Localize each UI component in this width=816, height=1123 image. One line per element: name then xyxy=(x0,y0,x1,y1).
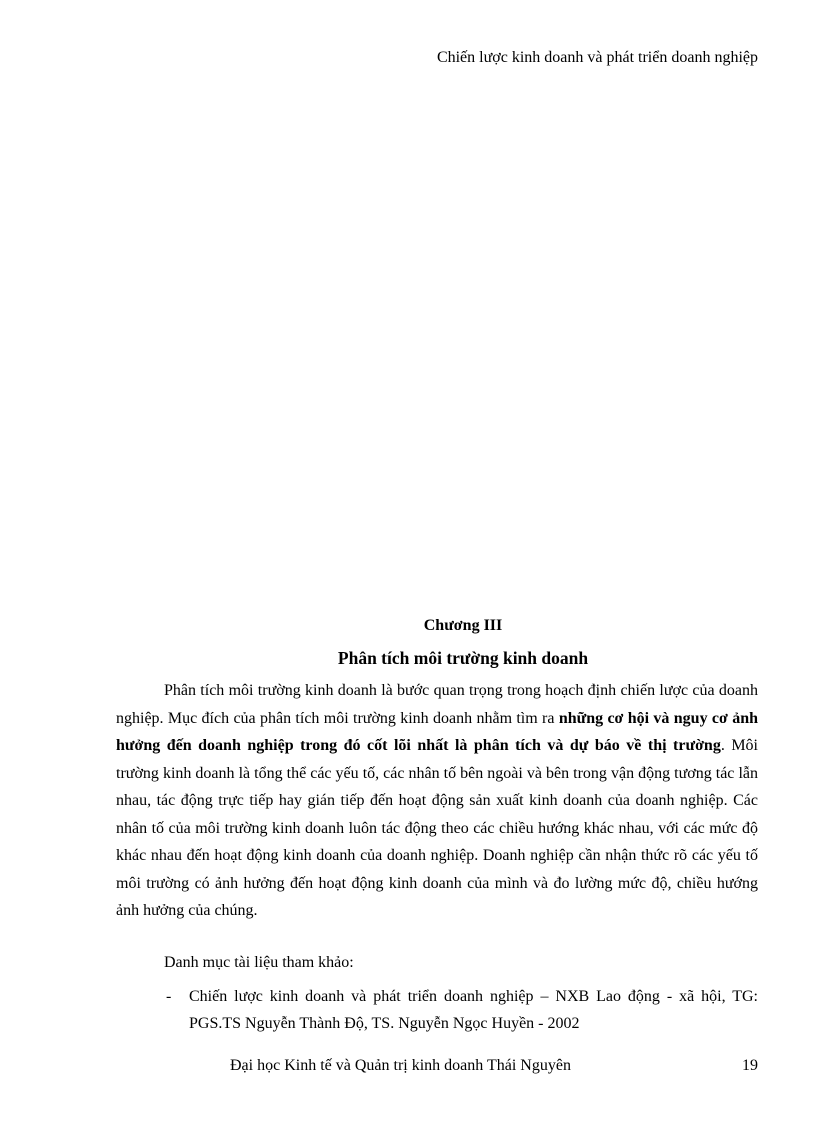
reference-bullet: - xyxy=(166,988,172,1005)
paragraph-intro: Phân tích môi trường kinh doanh là bước quan trọng trong hoạch định chiến lược của doanh nghiệp. Mục đích của phân tích môi trường kinh doanh nhằm tìm ra xyxy=(116,682,758,727)
reference-text: Chiến lược kinh doanh và phát triển doanh nghiệp – NXB Lao động - xã hội, TG: PGS.TS Nguyễn Thành Độ, TS. Nguyễn Ngọc Huyền - 2002 xyxy=(189,988,758,1032)
paragraph-emphasis: những cơ hội và nguy cơ ảnh hưởng đến doanh nghiệp trong đó cốt lõi nhất là phân tích và dự báo về thị trường xyxy=(116,709,759,754)
paragraph-content xyxy=(116,677,758,925)
references-title: Danh mục tài liệu tham khảo: xyxy=(164,954,354,971)
chapter-label: Chương III xyxy=(423,617,503,634)
body-paragraph xyxy=(116,677,758,925)
running-header: Chiến lược kinh doanh và phát triển doanh nghiệp xyxy=(436,49,758,66)
footer-institution: Đại học Kinh tế và Quản trị kinh doanh Thái Nguyên xyxy=(230,1057,571,1074)
chapter-title: Phân tích môi trường kinh doanh xyxy=(337,648,589,668)
page-number: 19 xyxy=(742,1057,758,1074)
reference-item xyxy=(116,983,758,1037)
paragraph-rest: . Môi trường kinh doanh là tổng thể các yếu tố, các nhân tố bên ngoài và bên trong vận động tương tác lẫn nhau, tác động trực tiếp hay gián tiếp đến hoạt động sản xuất kinh doanh của doanh nghiệp. Các nhân tố của môi trường kinh doanh luôn tác động theo các chiều hướng khác nhau, với các mức độ khác nhau đến hoạt động kinh doanh của doanh nghiệp. Doanh nghiệp cần nhận thức rõ các yếu tố môi trường có ảnh hưởng đến hoạt động kinh doanh của mình và đo lường mức độ, chiều hướng ảnh hưởng của chúng. xyxy=(116,737,758,919)
